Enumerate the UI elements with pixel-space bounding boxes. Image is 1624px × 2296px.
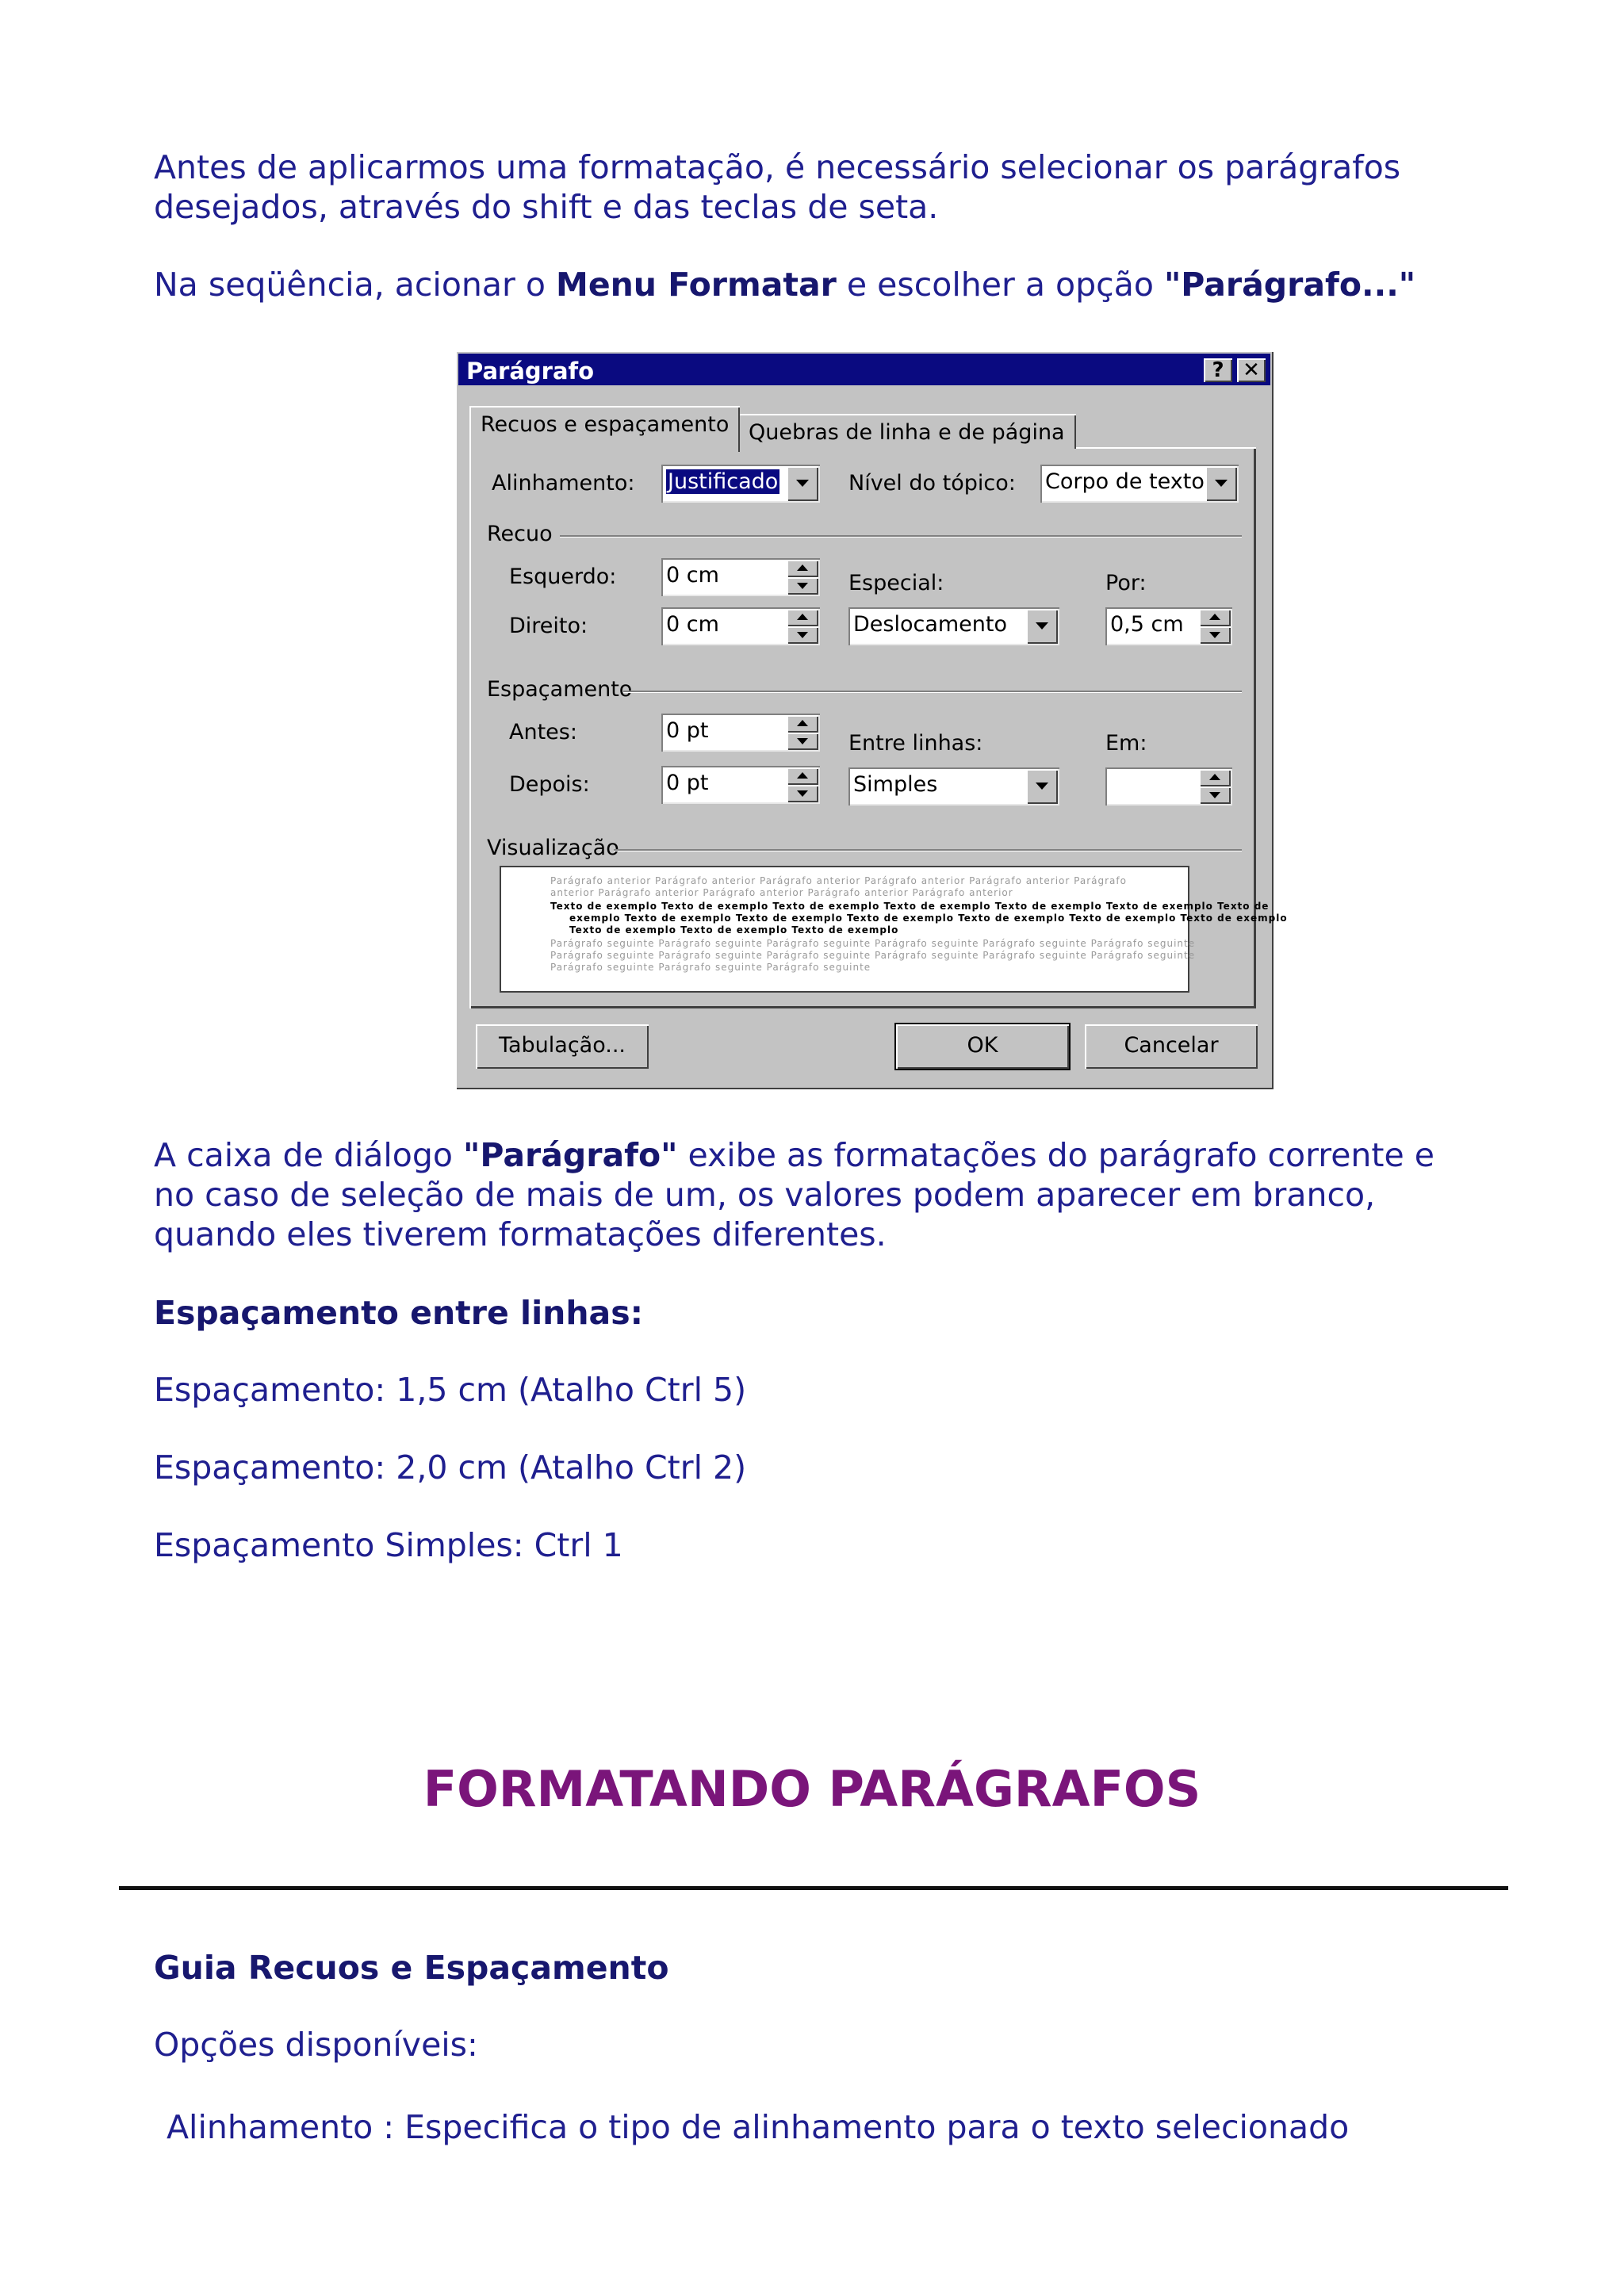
- por-value: 0,5 cm: [1110, 612, 1184, 637]
- recuo-group: Recuo: [487, 522, 553, 546]
- cancel-button[interactable]: Cancelar: [1085, 1024, 1258, 1069]
- esquerdo-input[interactable]: [661, 558, 820, 596]
- tab-quebras[interactable]: Quebras de linha e de página: [737, 414, 1076, 449]
- explain-post: exibe as formatações do parágrafo corrente e: [677, 1136, 1434, 1174]
- spin-up-icon[interactable]: [787, 715, 818, 733]
- preview-line: Parágrafo seguinte Parágrafo seguinte Parágrafo seguinte Parágrafo seguinte Parágrafo seguinte Parágrafo seguinte: [550, 938, 1196, 949]
- explain-line-1: [154, 1135, 1434, 1175]
- por-input[interactable]: [1105, 607, 1232, 645]
- antes-spinner[interactable]: [787, 715, 818, 750]
- tabulacao-button[interactable]: Tabulação...: [476, 1024, 649, 1069]
- entre-linhas-select[interactable]: [848, 767, 1059, 806]
- chevron-down-icon[interactable]: [1205, 466, 1237, 501]
- paragraph-dialog: [455, 350, 1288, 1089]
- explain-line-2: no caso de seleção de mais de um, os valores podem aparecer em branco,: [154, 1176, 1376, 1214]
- especial-select[interactable]: [848, 607, 1059, 645]
- alinhamento-select[interactable]: [661, 465, 820, 503]
- preview-line: Parágrafo anterior Parágrafo anterior Parágrafo anterior Parágrafo anterior Parágrafo anterior Parágrafo: [550, 875, 1127, 886]
- spacing-heading: Espaçamento entre linhas:: [154, 1294, 644, 1332]
- spin-down-icon[interactable]: [787, 733, 818, 750]
- preview-line: exemplo Texto de exemplo Texto de exemplo Texto de exemplo Texto de exemplo Texto de exemplo Texto de exemplo: [569, 913, 1288, 924]
- entre-linhas-label: Entre linhas:: [848, 731, 983, 756]
- align-sep: :: [373, 2108, 405, 2146]
- recuo-divider: [560, 535, 1242, 538]
- guide-heading: Guia Recuos e Espaçamento: [154, 1949, 669, 1987]
- intro-seq-pre: Na seqüência, acionar o: [154, 266, 557, 304]
- visualizacao-divider: [614, 849, 1242, 851]
- nivel-select[interactable]: [1040, 465, 1239, 503]
- help-button[interactable]: ?: [1204, 358, 1232, 382]
- em-input[interactable]: [1105, 767, 1232, 806]
- preview-line: anterior Parágrafo anterior Parágrafo anterior Parágrafo anterior Parágrafo anterior: [550, 887, 1013, 898]
- spin-up-icon[interactable]: [787, 560, 818, 577]
- nivel-value: Corpo de texto: [1045, 469, 1205, 494]
- por-label: Por:: [1105, 571, 1147, 595]
- intro-seq-mid: e escolher a opção: [836, 266, 1164, 304]
- direito-value: 0 cm: [666, 612, 719, 637]
- spin-up-icon[interactable]: [1199, 609, 1231, 626]
- antes-label: Antes:: [509, 720, 577, 744]
- spin-down-icon[interactable]: [787, 626, 818, 644]
- align-term: Alinhamento: [167, 2108, 373, 2146]
- align-desc: Especifica o tipo de alinhamento para o texto selecionado: [404, 2108, 1350, 2146]
- preview-line: Texto de exemplo Texto de exemplo Texto de exemplo Texto de exemplo Texto de exemplo Texto de exemplo Texto de: [550, 901, 1270, 912]
- em-spinner[interactable]: [1199, 769, 1231, 804]
- explain-pre: A caixa de diálogo: [154, 1136, 464, 1174]
- spin-up-icon[interactable]: [787, 767, 818, 785]
- dialog-titlebar: [458, 354, 1270, 385]
- esquerdo-label: Esquerdo:: [509, 564, 617, 589]
- visualizacao-group: Visualização: [487, 836, 619, 860]
- antes-input[interactable]: [661, 714, 820, 752]
- esquerdo-spinner[interactable]: [787, 560, 818, 595]
- chevron-down-icon[interactable]: [787, 466, 818, 501]
- horizontal-rule: [119, 1886, 1508, 1890]
- spin-down-icon[interactable]: [1199, 786, 1231, 804]
- close-button[interactable]: ✕: [1237, 358, 1266, 382]
- intro-sequence: [154, 265, 1415, 304]
- spin-down-icon[interactable]: [787, 785, 818, 802]
- depois-spinner[interactable]: [787, 767, 818, 802]
- em-label: Em:: [1105, 731, 1147, 756]
- dialog-title: Parágrafo: [466, 358, 595, 385]
- paragraph-preview: [500, 866, 1288, 993]
- spin-down-icon[interactable]: [787, 577, 818, 595]
- chevron-down-icon[interactable]: [1026, 609, 1058, 644]
- espacamento-group: Espaçamento: [487, 677, 633, 702]
- intro-seq-menu: Menu Formatar: [556, 266, 837, 304]
- chevron-down-icon[interactable]: [1026, 769, 1058, 804]
- esquerdo-value: 0 cm: [666, 563, 719, 587]
- intro-line-2: desejados, através do shift e das teclas de seta.: [154, 188, 939, 226]
- depois-value: 0 pt: [666, 771, 709, 795]
- direito-input[interactable]: [661, 607, 820, 645]
- spin-up-icon[interactable]: [1199, 769, 1231, 786]
- spin-up-icon[interactable]: [787, 609, 818, 626]
- preview-line: Parágrafo seguinte Parágrafo seguinte Parágrafo seguinte: [550, 962, 871, 973]
- espacamento-divider: [623, 691, 1242, 693]
- intro-line-1: Antes de aplicarmos uma formatação, é necessário selecionar os parágrafos: [154, 148, 1401, 186]
- spacing-item-3: Espaçamento Simples: Ctrl 1: [154, 1526, 623, 1564]
- especial-label: Especial:: [848, 571, 944, 595]
- alinhamento-label: Alinhamento:: [492, 471, 635, 496]
- spacing-item-2: Espaçamento: 2,0 cm (Atalho Ctrl 2): [154, 1448, 747, 1487]
- por-spinner[interactable]: [1199, 609, 1231, 644]
- spacing-item-1: Espaçamento: 1,5 cm (Atalho Ctrl 5): [154, 1371, 747, 1409]
- especial-value: Deslocamento: [853, 612, 1008, 637]
- alinhamento-value: Justificado: [668, 469, 779, 494]
- direito-spinner[interactable]: [787, 609, 818, 644]
- tab-recuos-espacamento[interactable]: Recuos e espaçamento: [469, 406, 740, 452]
- explain-line-3: quando eles tiverem formatações diferentes.: [154, 1215, 887, 1253]
- nivel-label: Nível do tópico:: [848, 471, 1016, 496]
- spin-down-icon[interactable]: [1199, 626, 1231, 644]
- entre-linhas-value: Simples: [853, 772, 938, 797]
- section-title: FORMATANDO PARÁGRAFOS: [423, 1760, 1201, 1818]
- preview-line: Texto de exemplo Texto de exemplo Texto de exemplo: [569, 924, 899, 936]
- preview-line: Parágrafo seguinte Parágrafo seguinte Parágrafo seguinte Parágrafo seguinte Parágrafo seguinte Parágrafo seguinte: [550, 950, 1196, 961]
- direito-label: Direito:: [509, 614, 588, 638]
- guide-options: Opções disponíveis:: [154, 2026, 478, 2064]
- explain-bold: "Parágrafo": [463, 1136, 678, 1174]
- depois-label: Depois:: [509, 772, 590, 797]
- guide-align-row: [167, 2107, 1349, 2147]
- depois-input[interactable]: [661, 766, 820, 804]
- antes-value: 0 pt: [666, 718, 709, 743]
- intro-seq-option: "Parágrafo...": [1163, 266, 1416, 304]
- ok-button[interactable]: OK: [896, 1024, 1069, 1069]
